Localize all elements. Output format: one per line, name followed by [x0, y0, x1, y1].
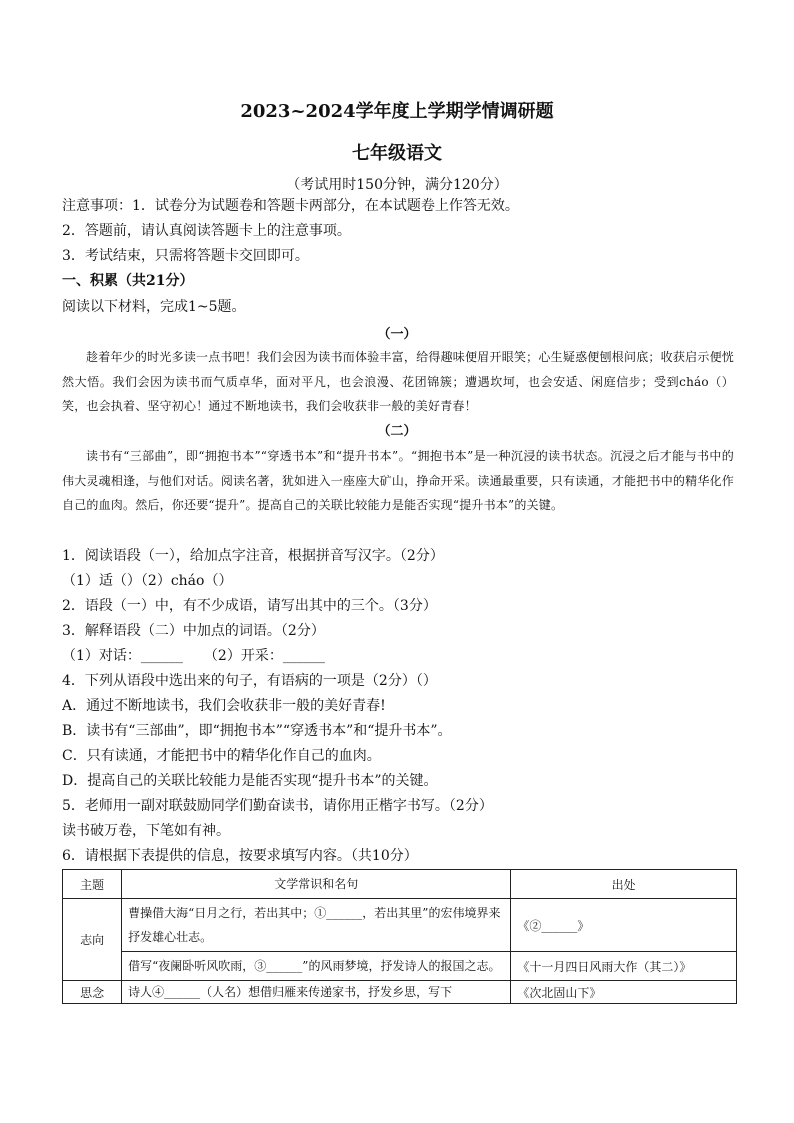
- table-row: [63, 952, 737, 981]
- exam-info: （考试用时150分钟，满分120分）: [286, 177, 508, 193]
- question-3: 3．解释语段（二）中加点的词语。（2分）: [62, 623, 325, 639]
- table-cell-source: 《十一月四日风雨大作（其二）》: [511, 952, 737, 981]
- note-2: 2．答题前，请认真阅读答题卡上的注意事项。: [62, 223, 351, 239]
- table-cell-theme: 思念: [63, 981, 122, 1004]
- section-instruction: 阅读以下材料，完成1~5题。: [62, 299, 246, 315]
- table-row: [63, 899, 737, 952]
- question-4: 4．下列从语段中选出来的句子，有语病的一项是（2分）（）: [62, 673, 437, 689]
- note-1: 注意事项：1．试卷分为试题卷和答题卡两部分，在本试题卷上作答无效。: [62, 198, 519, 214]
- couplet: 读书破万卷，下笔如有神。: [62, 823, 230, 839]
- table-cell-theme: 志向: [63, 899, 122, 981]
- passage-2-label: （二）: [377, 424, 417, 439]
- exam-title: 2023~2024学年度上学期学情调研题: [240, 101, 554, 122]
- table-header: 主题: [63, 870, 122, 899]
- table-header: 出处: [511, 870, 737, 899]
- question-5: 5．老师用一副对联鼓励同学们勤奋读书，请你用正楷字书写。（2分）: [62, 798, 493, 814]
- question-6: 6．请根据下表提供的信息，按要求填写内容。（共10分）: [62, 848, 418, 864]
- table-header: 文学常识和名句: [122, 870, 511, 899]
- question-2: 2．语段（一）中，有不少成语，请写出其中的三个。（3分）: [62, 598, 437, 614]
- option-c: C．只有读通，才能把书中的精华化作自己的血肉。: [62, 748, 381, 764]
- passage-1-label: （一）: [377, 327, 417, 342]
- table-cell-content: 诗人④______（人名）想借归雁来传递家书，抒发乡思，写下: [122, 981, 511, 1004]
- table-cell-source: 《②______》: [511, 899, 737, 952]
- option-a: A．通过不断地读书，我们会收获非一般的美好青春!: [62, 698, 386, 714]
- question-1-blanks: （1）适（）（2）cháo（）: [62, 573, 233, 589]
- passage-1-text: 趁着年少的时光多读一点书吧！我们会因为读书而体验丰富，给得趣味便眉开眼笑；心生疑惑便刨根问底；收获启示便恍然大悟。我们会因为读书而气质卓华，面对平凡，也会浪漫、花团锦簇；遭遇坎坷，也会安适、闲庭信步；受到cháo（）笑，也会执着、坚守初心！通过不断地读书，我们会收获非一般的美好青春！: [62, 350, 734, 413]
- passage-2-text: 读书有“三部曲”，即“拥抱书本”“穿透书本”和“提升书本”。“拥抱书本”是一种沉浸的读书状态。沉浸之后才能与书中的伟大灵魂相逢，与他们对话。阅读名著，犹如进入一座座大矿山，挣命开采。读通最重要，只有读通，才能把书中的精华化作自己的血肉。然后，你还要“提升”。提高自己的关联比较能力是能否实现“提升书本”的关键。: [62, 449, 734, 512]
- passage-2: [62, 444, 734, 518]
- option-d: D．提高自己的关联比较能力是能否实现“提升书本”的关键。: [62, 773, 438, 789]
- option-b: B．读书有“三部曲”，即“拥抱书本”“穿透书本”和“提升书本”。: [62, 723, 452, 739]
- question-1: 1．阅读语段（一），给加点字注音，根据拼音写汉字。（2分）: [62, 548, 444, 564]
- table-header-row: [63, 870, 737, 899]
- question-3-blanks: （1）对话：______ （2）开采：______: [62, 648, 325, 664]
- info-table: [62, 869, 737, 1004]
- passage-1: [62, 345, 734, 419]
- section-heading: 一、积累（共21分）: [62, 273, 194, 289]
- table-cell-content: 曹操借大海“日月之行，若出其中；①______，若出其里”的宏伟境界来抒发雄心壮志。: [122, 899, 511, 952]
- table-cell-source: 《次北固山下》: [511, 981, 737, 1004]
- table-cell-content: 借写“夜阑卧听风吹雨，③______”的风雨梦境，抒发诗人的报国之志。: [122, 952, 511, 981]
- table-row: [63, 981, 737, 1004]
- note-3: 3．考试结束，只需将答题卡交回即可。: [62, 248, 309, 264]
- exam-subject: 七年级语文: [352, 143, 442, 164]
